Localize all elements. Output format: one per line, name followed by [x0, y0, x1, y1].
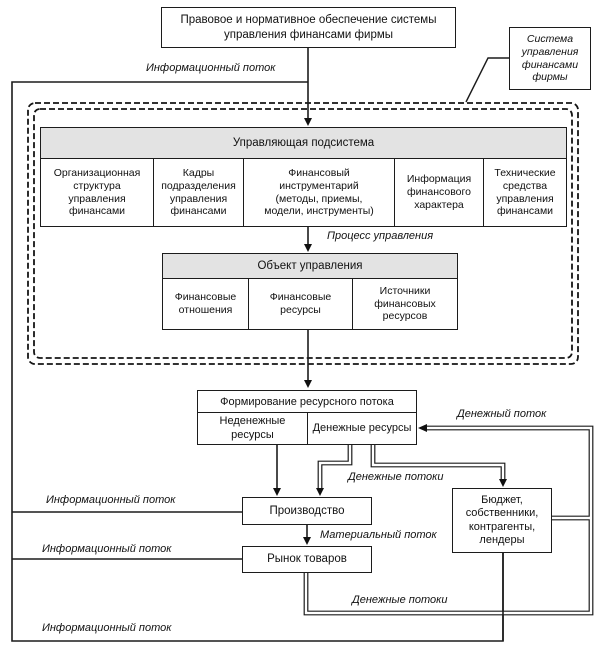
arrowhead-money-into-resources	[418, 424, 427, 432]
cell-staff: Кадры подразделения управления финансами	[154, 159, 244, 226]
control-object-header	[163, 254, 457, 279]
legal-support-text: Правовое и нормативное обеспечение системы управления финансами фирмы	[180, 14, 437, 41]
cell-org-structure: Организационная структура управления финансами	[41, 159, 154, 226]
information-flow-label-bottom: Информационный поток	[42, 622, 172, 634]
money-flow-label-single: Денежный поток	[457, 408, 547, 420]
legal-support-box	[161, 7, 456, 48]
control-subsystem-block	[40, 127, 567, 227]
callout-connector-line	[466, 58, 509, 102]
cell-technical-means: Технические средства управления финансами	[494, 166, 556, 218]
resource-flow-header-text: Формирование ресурсного потока	[220, 395, 394, 408]
cell-financial-information: Информация финансового характера	[395, 159, 484, 226]
arrowhead-into-object	[304, 244, 312, 252]
cell-financial-relations: Финансовые отношения	[163, 279, 249, 329]
arrowhead-money-into-production	[316, 488, 324, 496]
budget-box	[452, 488, 552, 553]
money-flows-label-upper: Денежные потоки	[348, 471, 444, 483]
system-callout-text: Система управления финансами фирмы	[521, 32, 579, 84]
cell-money-resources: Денежные ресурсы	[312, 421, 412, 434]
production-text: Производство	[269, 504, 345, 517]
cell-nonmoney-resources: Неденежные ресурсы	[198, 413, 308, 444]
control-subsystem-header	[41, 128, 566, 159]
arrowhead-into-resource-flow	[304, 380, 312, 388]
budget-text: Бюджет, собственники, контрагенты, лендеры	[465, 493, 539, 546]
control-subsystem-header-text: Управляющая подсистема	[232, 137, 375, 149]
goods-market-text: Рынок товаров	[267, 553, 347, 566]
resource-flow-row	[198, 413, 416, 444]
process-flow-label: Процесс управления	[327, 230, 434, 242]
information-flow-label-production: Информационный поток	[46, 494, 176, 506]
goods-market-box	[242, 546, 372, 573]
money-to-production-line	[320, 445, 350, 489]
arrowhead-nonmoney-into-production	[273, 488, 281, 496]
system-callout-box	[509, 27, 591, 90]
control-subsystem-row	[41, 159, 566, 226]
resource-flow-header	[198, 391, 416, 413]
arrowhead-into-subsystem	[304, 118, 312, 126]
arrowhead-into-market	[303, 537, 311, 545]
cell-resource-sources: Источники финансовых ресурсов	[374, 284, 436, 323]
control-object-row	[163, 279, 457, 329]
production-box	[242, 497, 372, 525]
arrowhead-into-budget	[499, 479, 507, 487]
money-flows-label-lower: Денежные потоки	[352, 594, 448, 606]
information-flow-label-market: Информационный поток	[42, 543, 172, 555]
information-flow-label-top: Информационный поток	[146, 62, 276, 74]
cell-financial-tools: Финансовый инструментарий (методы, приемы, модели, инструменты)	[244, 159, 395, 226]
control-object-block	[162, 253, 458, 330]
resource-flow-block	[197, 390, 417, 445]
material-flow-label: Материальный поток	[320, 529, 437, 541]
control-object-header-text: Объект управления	[257, 260, 363, 272]
cell-financial-resources: Финансовые ресурсы	[249, 279, 353, 329]
